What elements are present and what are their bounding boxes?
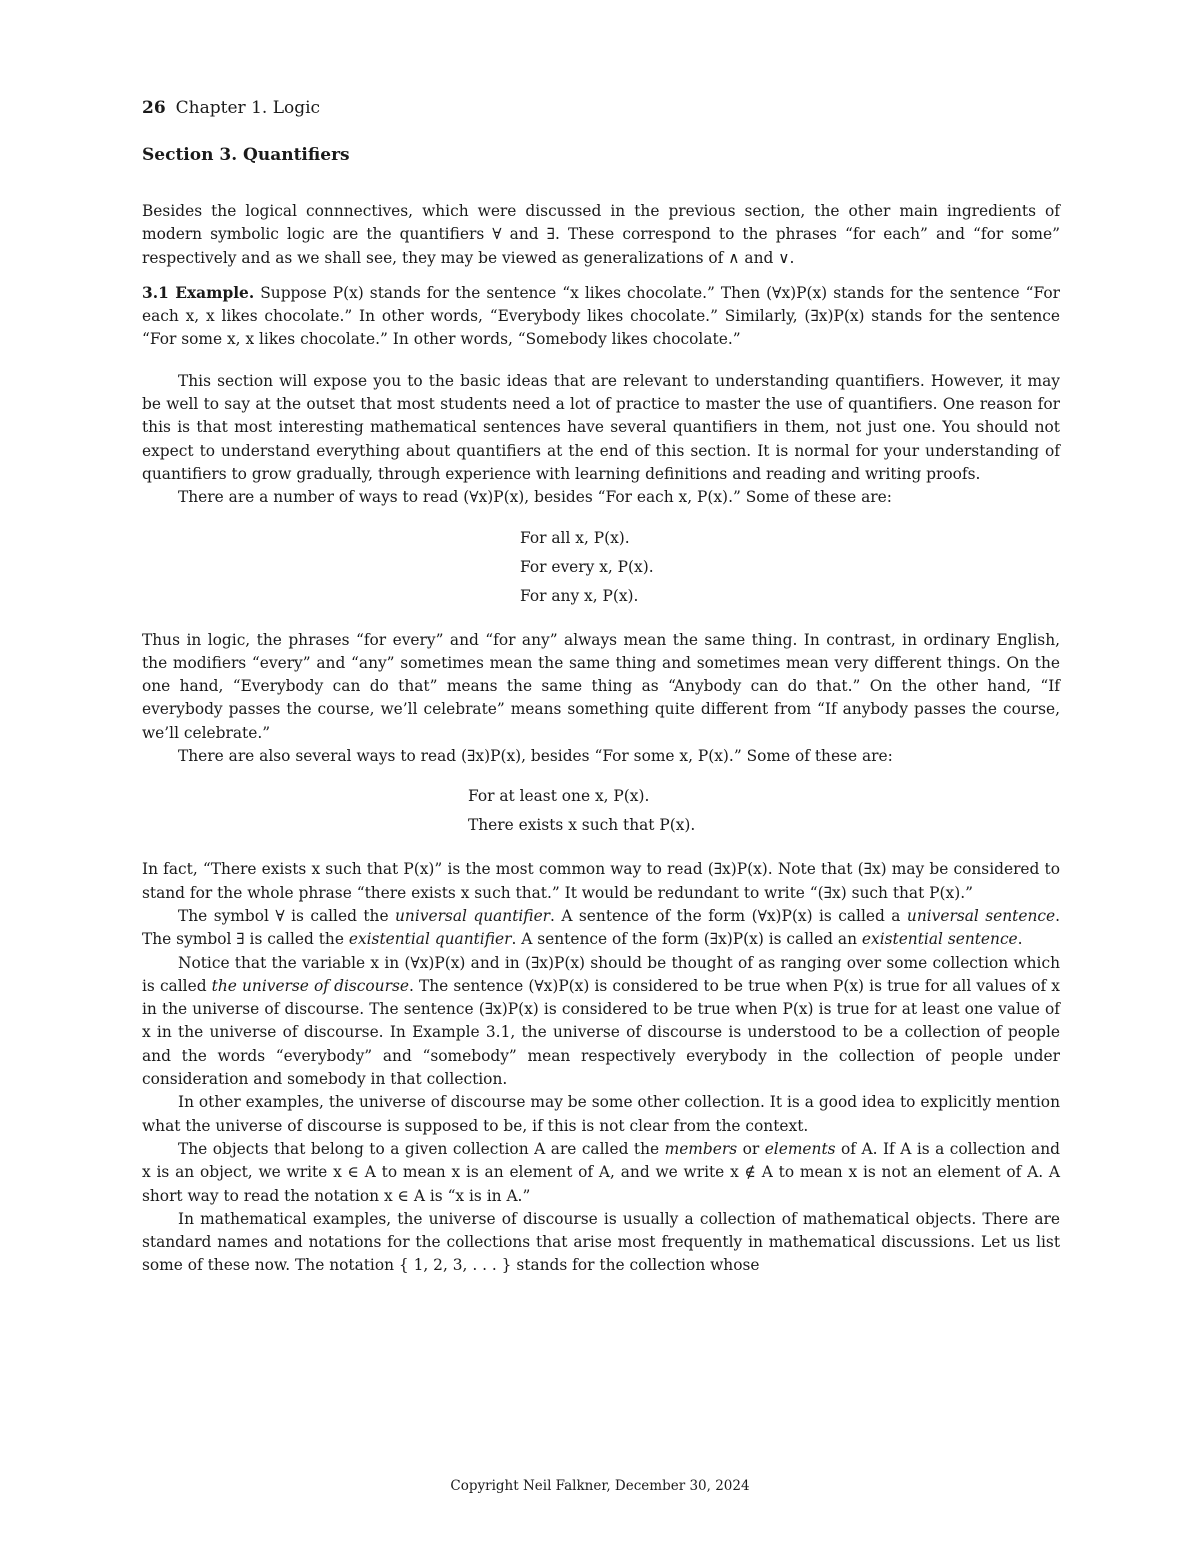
text-run: . A sentence of the form (∃x)P(x) is called an [511,930,862,949]
example-text: Suppose P(x) stands for the sentence “x likes chocolate.” Then (∀x)P(x) stands for the sentence “For each x, x likes chocolate.” In other words, “Everybody likes chocolate.” Similarly, (∃x)P(x) stands for the sentence “For some x, x likes chocolate.” In other words, “Somebody likes chocolate.” [142,283,1060,349]
display-exists-readings [142,782,1060,840]
paragraph-other-examples: In other examples, the universe of discourse may be some other collection. It is a good idea to explicitly mention what the universe of discourse is supposed to be, if this is not clear from the context. [142,1093,1060,1135]
page-number: 26 [142,98,166,118]
text-run: or [737,1139,765,1158]
term-universe-of-discourse: the universe of discourse [211,976,409,995]
display-line: For every x, P(x). [520,557,654,576]
text-run: The symbol ∀ is called the [178,906,396,925]
term-existential-sentence: existential sentence [861,930,1018,949]
paragraph-standard-collections: In mathematical examples, the universe of discourse is usually a collection of mathematical objects. There are standard names and notations for the collections that arise most frequently in mathematical discussions. Let us list some of these now. The notation { 1, 2, 3, . . . } stands for the collection whose [142,1209,1060,1275]
display-line: There exists x such that P(x). [468,816,696,835]
text-run: . The sentence (∀x)P(x) is considered to be true when P(x) is true for all values of x in the universe of discourse. The sentence (∃x)P(x) is considered to be true when P(x) is true for at least one value of x in the universe of discourse. In Example 3.1, the universe of discourse is understood to be a collection of people and the words “everybody” and “somebody” mean respectively everybody in the collection of people under consideration and somebody in that collection. [142,976,1060,1089]
paragraph-members [142,1138,1060,1208]
paragraph-there-exists: In fact, “There exists x such that P(x)” is the most common way to read (∃x)P(x). Note that (∃x) may be considered to stand for the whole phrase “there exists x such that.” It would be redundant to write “(∃x) such that P(x).” [142,860,1060,902]
display-forall-readings [142,524,1060,611]
paragraph-exists-readings: There are also several ways to read (∃x)P(x), besides “For some x, P(x).” Some of these are: [178,747,893,766]
term-members: members [664,1139,738,1158]
example-label: 3.1 Example. [142,283,255,302]
chapter-title: Chapter 1. Logic [175,98,321,118]
text-run: . A sentence of the form (∀x)P(x) is called a [550,906,907,925]
display-line: For at least one x, P(x). [468,787,650,806]
term-universal-quantifier: universal quantifier [395,906,551,925]
running-head [142,98,320,118]
paragraph-intro: Besides the logical connnectives, which were discussed in the previous section, the other main ingredients of modern symbolic logic are the quantifiers ∀ and ∃. These correspond to the phrases “for each” and “for some” respectively and as we shall see, they may be viewed as generalizations of ∧ and ∨. [142,202,1060,267]
term-existential-quantifier: existential quantifier [348,930,512,949]
paragraph-universe-of-discourse [142,952,1060,1092]
paragraph-forall-readings: There are a number of ways to read (∀x)P(x), besides “For each x, P(x).” Some of these are: [178,488,892,507]
text-run: of A. If A is a collection and x is an object, we write x ∈ A to mean x is an element of A, and we write x ∉ A to mean x is not an element of A. A short way to read the notation x ∈ A is “x is in A.” [142,1139,1060,1205]
text-run: The objects that belong to a given collection A are called the [178,1139,665,1158]
paragraph-quantifier-names [142,905,1060,952]
text-run: Notice that the variable x in (∀x)P(x) and in (∃x)P(x) should be thought of as ranging over some collection which is called [142,953,1060,995]
paragraph-every-any: Thus in logic, the phrases “for every” and “for any” always mean the same thing. In contrast, in ordinary English, the modifiers “every” and “any” sometimes mean the same thing and sometimes mean very different things. On the one hand, “Everybody can do that” means the same thing as “Anybody can do that.” On the other hand, “If everybody passes the course, we’ll celebrate” means something quite different from “If anybody passes the course, we’ll celebrate.” [142,630,1060,742]
paragraph-overview: This section will expose you to the basic ideas that are relevant to understanding quantifiers. However, it may be well to say at the outset that most students need a lot of practice to master the use of quantifiers. One reason for this is that most interesting mathematical sentences have several quantifiers in them, not just one. You should not expect to understand everything about quantifiers at the end of this section. It is normal for your understanding of quantifiers to grow gradually, through experience with learning definitions and reading and writing proofs. [142,371,1060,483]
body-text [142,200,1060,1278]
display-line: For any x, P(x). [520,586,639,605]
term-elements: elements [764,1139,836,1158]
text-run: . The symbol ∃ is called the [142,906,1060,949]
display-line: For all x, P(x). [520,528,630,547]
example-3-1 [142,282,1060,352]
section-title: Section 3. Quantifiers [142,145,350,165]
text-run: . [1017,930,1023,949]
term-universal-sentence: universal sentence [906,906,1056,925]
copyright-footer: Copyright Neil Falkner, December 30, 2024 [450,1478,750,1494]
